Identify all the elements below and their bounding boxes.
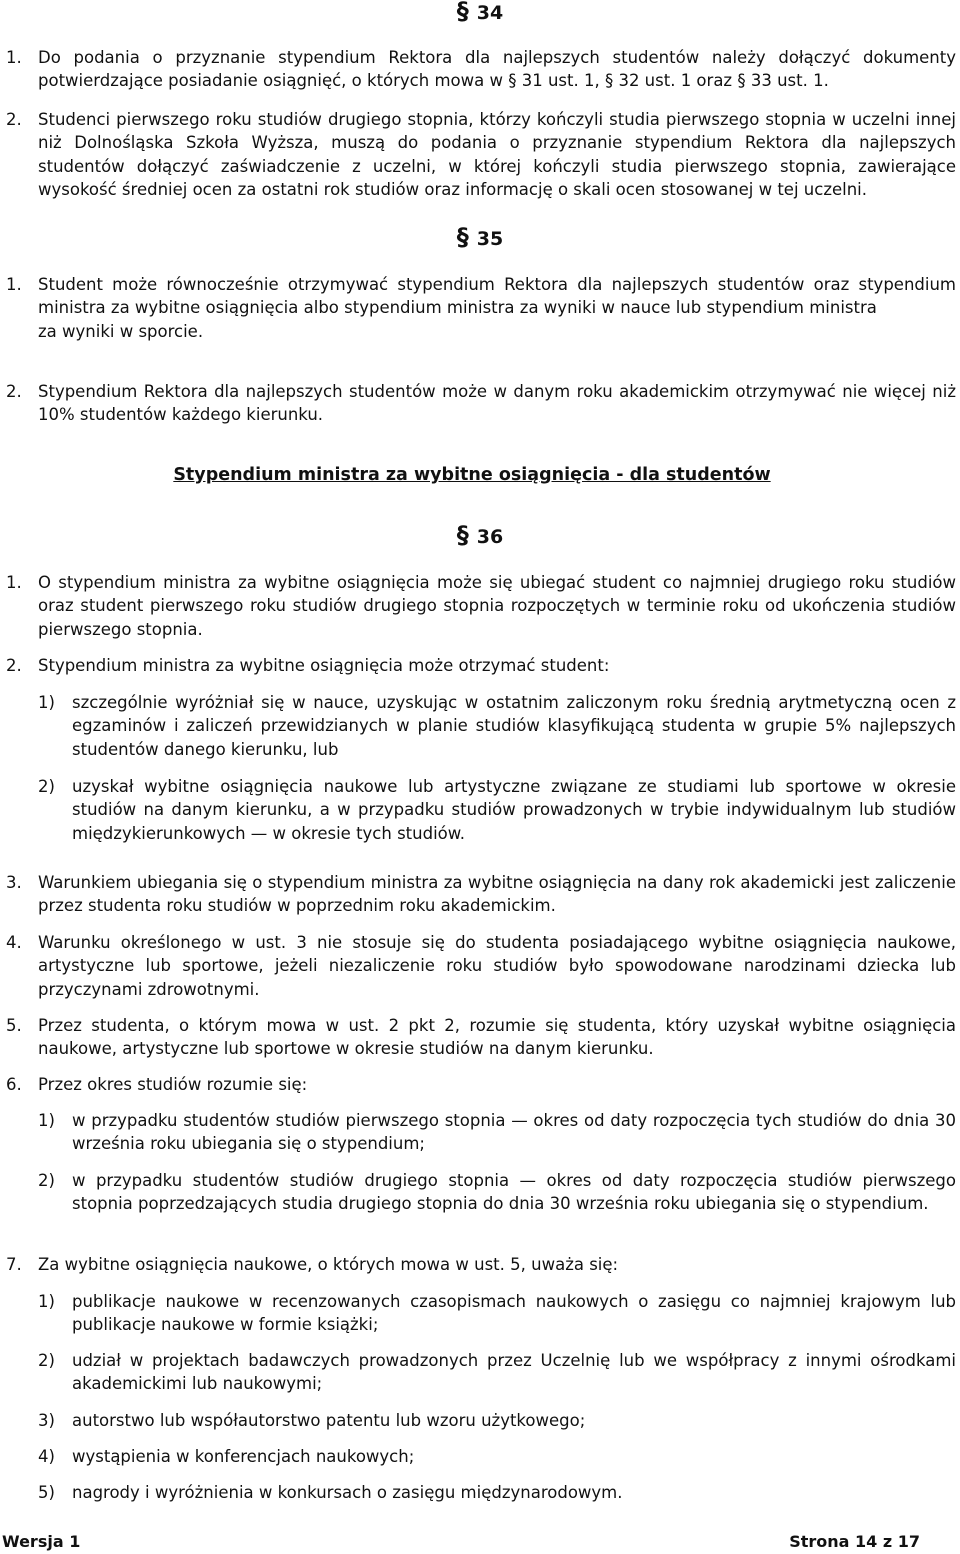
item-number: 5) (38, 1483, 55, 1502)
footer-version: Wersja 1 (2, 1532, 81, 1551)
s34-paragraph-2 (6, 108, 956, 202)
s36-p2-item-2 (38, 775, 956, 845)
s36-paragraph-2 (6, 654, 956, 677)
s34-paragraph-1 (6, 46, 956, 93)
s36-paragraph-3 (6, 871, 956, 918)
s36-p2-item-1 (38, 691, 956, 761)
section-number: 36 (476, 526, 504, 548)
paragraph-number: 2. (6, 110, 22, 129)
paragraph-number: 1. (6, 275, 22, 294)
paragraph-text: Przez okres studiów rozumie się: (38, 1075, 308, 1094)
section-symbol: § (456, 223, 469, 251)
paragraph-number: 5. (6, 1016, 22, 1035)
s36-p6-item-2 (38, 1169, 956, 1216)
s36-p7-item-1 (38, 1290, 956, 1337)
item-text: w przypadku studentów studiów drugiego stopnia — okres od daty rozpoczęcia studiów pierwszego stopnia poprzedzających studia drugiego stopnia do dnia 30 września roku ubiegania się o stypendium. (72, 1171, 956, 1214)
paragraph-number: 1. (6, 573, 22, 592)
s35-paragraph-1 (6, 273, 956, 343)
item-text: publikacje naukowe w recenzowanych czasopismach naukowych o zasięgu co najmniej krajowym lub publikacje naukowe w formie książki; (72, 1292, 956, 1335)
paragraph-text: Przez studenta, o którym mowa w ust. 2 pkt 2, rozumie się studenta, który uzyskał wybitne osiągnięcia naukowe, artystyczne lub sportowe w okresie studiów na danym kierunku. (38, 1016, 956, 1059)
item-text: uzyskał wybitne osiągnięcia naukowe lub artystyczne związane ze studiami lub sportowe w okresie studiów na danym kierunku, a w przypadku studiów prowadzonych w trybie indywidualnym lub studiów międzykierunkowych — w okresie tych studiów. (72, 777, 956, 843)
item-number: 1) (38, 1111, 55, 1130)
paragraph-text: Stypendium ministra za wybitne osiągnięcia może otrzymać student: (38, 656, 610, 675)
item-number: 2) (38, 1171, 55, 1190)
paragraph-number: 6. (6, 1075, 22, 1094)
section-35-heading (0, 223, 960, 251)
item-number: 2) (38, 1351, 55, 1370)
s35-paragraph-2 (6, 380, 956, 427)
paragraph-number: 2. (6, 382, 22, 401)
paragraph-number: 2. (6, 656, 22, 675)
item-number: 1) (38, 693, 55, 712)
item-number: 2) (38, 777, 55, 796)
paragraph-text: Student może równocześnie otrzymywać stypendium Rektora dla najlepszych studentów oraz stypendium ministra za wybitne osiągnięcia albo stypendium ministra za wyniki w nauce lub stypendium ministra (38, 275, 956, 318)
item-text: autorstwo lub współautorstwo patentu lub wzoru użytkowego; (72, 1411, 586, 1430)
paragraph-number: 7. (6, 1255, 22, 1274)
paragraph-number: 3. (6, 873, 22, 892)
section-number: 34 (476, 2, 504, 24)
item-number: 3) (38, 1411, 55, 1430)
footer-page-number: Strona 14 z 17 (789, 1532, 920, 1551)
s36-p7-item-2 (38, 1349, 956, 1396)
s36-p7-item-3 (38, 1409, 956, 1432)
paragraph-text: O stypendium ministra za wybitne osiągnięcia może się ubiegać student co najmniej drugiego roku studiów oraz student pierwszego roku studiów drugiego stopnia rozpoczętych w terminie roku od ukończenia studiów pierwszego stopnia. (38, 573, 956, 639)
section-number: 35 (476, 228, 504, 250)
paragraph-text-tail: za wyniki w sporcie. (38, 321, 204, 341)
paragraph-text: Do podania o przyznanie stypendium Rektora dla najlepszych studentów należy dołączyć dokumenty potwierdzające posiadanie osiągnięć, o których mowa w § 31 ust. 1, § 32 ust. 1 oraz § 33 ust. 1. (38, 48, 956, 91)
paragraph-text: Warunkiem ubiegania się o stypendium ministra za wybitne osiągnięcia na dany rok akademicki jest zaliczenie przez studenta roku studiów w poprzednim roku akademickim. (38, 873, 956, 916)
s36-paragraph-7 (6, 1253, 956, 1276)
s36-p6-item-1 (38, 1109, 956, 1156)
section-34-heading (0, 0, 960, 25)
s36-paragraph-6 (6, 1073, 956, 1096)
paragraph-text: Stypendium Rektora dla najlepszych studentów może w danym roku akademickim otrzymywać nie więcej niż 10% studentów każdego kierunku. (38, 382, 956, 425)
s36-p7-item-5 (38, 1481, 956, 1504)
item-text: szczególnie wyróżniał się w nauce, uzyskując w ostatnim zaliczonym roku średnią arytmetyczną ocen z egzaminów i zaliczeń przewidzianych w planie studiów klasyfikującą studenta w grupie 5% najlepszych studentów danego kierunku, lub (72, 693, 956, 759)
section-title: Stypendium ministra za wybitne osiągnięcia - dla studentów (173, 465, 771, 485)
section-36-heading (0, 521, 960, 549)
item-number: 4) (38, 1447, 55, 1466)
paragraph-number: 1. (6, 48, 22, 67)
s36-paragraph-5 (6, 1014, 956, 1061)
s36-p7-item-4 (38, 1445, 956, 1468)
item-text: udział w projektach badawczych prowadzonych przez Uczelnię lub we współpracy z innymi ośrodkami akademickimi lub naukowymi; (72, 1351, 956, 1394)
paragraph-text: Warunku określonego w ust. 3 nie stosuje się do studenta posiadającego wybitne osiągnięcia naukowe, artystyczne lub sportowe, jeżeli niezaliczenie roku studiów było spowodowane narodzinami dziecka lub przyczynami zdrowotnymi. (38, 933, 956, 999)
item-number: 1) (38, 1292, 55, 1311)
s36-paragraph-4 (6, 931, 956, 1001)
section-symbol: § (456, 521, 469, 549)
item-text: nagrody i wyróżnienia w konkursach o zasięgu międzynarodowym. (72, 1483, 623, 1502)
paragraph-number: 4. (6, 933, 22, 952)
paragraph-text: Studenci pierwszego roku studiów drugiego stopnia, którzy kończyli studia pierwszego stopnia w uczelni innej niż Dolnośląska Szkoła Wyższa, muszą do podania o przyznanie stypendium Rektora dla najlepszych studentów dołączyć zaświadczenie z uczelni, w której kończyli studia pierwszego stopnia, zawierające wysokość średniej ocen za ostatni rok studiów oraz informację o skali ocen stosowanej w tej uczelni. (38, 110, 956, 200)
section-symbol: § (456, 0, 469, 25)
item-text: w przypadku studentów studiów pierwszego stopnia — okres od daty rozpoczęcia tych studiów do dnia 30 września roku ubiegania się o stypendium; (72, 1111, 956, 1154)
s36-paragraph-1 (6, 571, 956, 641)
item-text: wystąpienia w konferencjach naukowych; (72, 1447, 415, 1466)
paragraph-text: Za wybitne osiągnięcia naukowe, o których mowa w ust. 5, uważa się: (38, 1255, 619, 1274)
